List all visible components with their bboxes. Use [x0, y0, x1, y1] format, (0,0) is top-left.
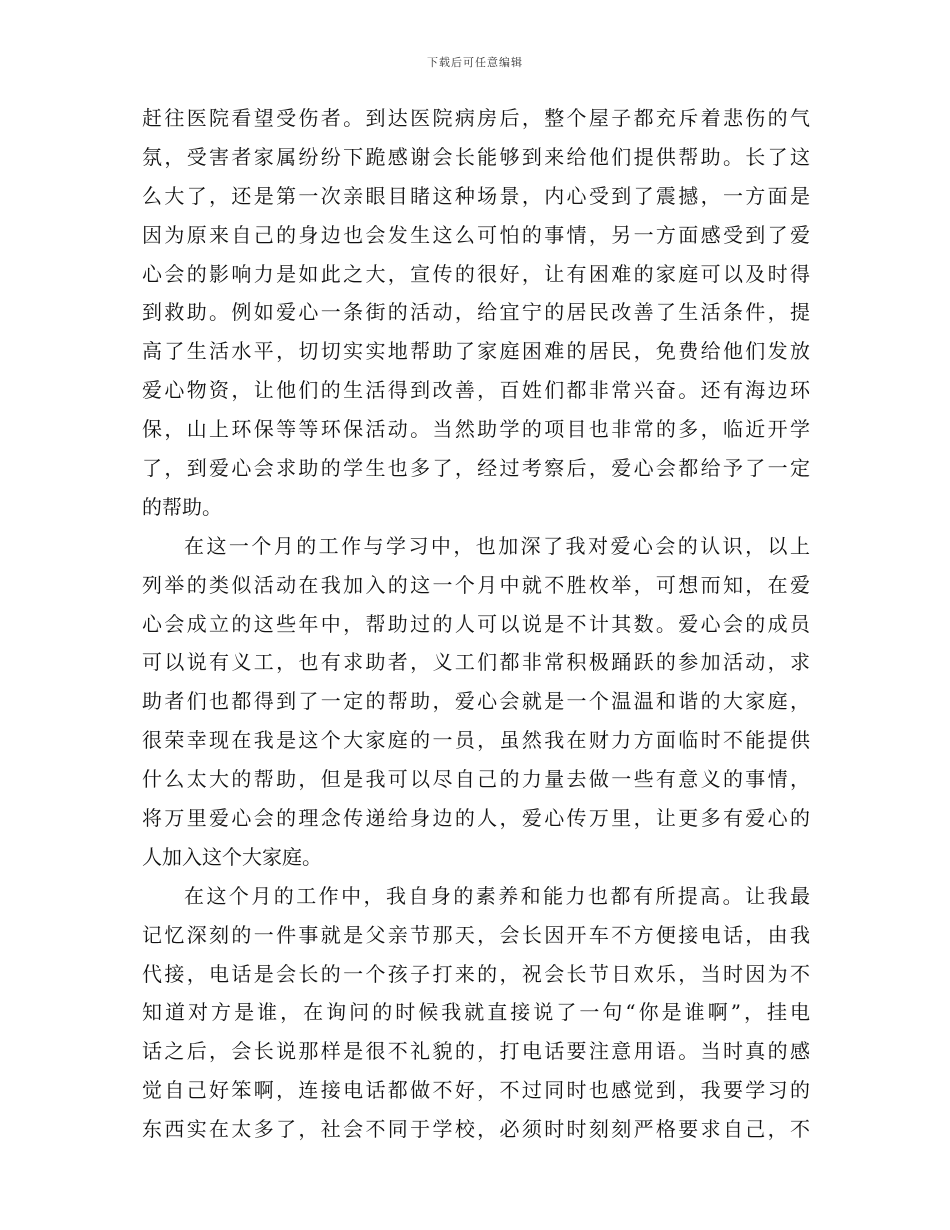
text-line: 人加入这个大家庭。 [142, 844, 322, 869]
text-line: 可以说有义工，也有求助者，义工们都非常积极踊跃的参加活动，求 [142, 650, 810, 675]
text-line: 么大了，还是第一次亲眼目睹这种场景，内心受到了震撼，一方面是 [142, 183, 810, 208]
paragraph [142, 527, 810, 877]
text-line: 在这个月的工作中，我自身的素养和能力也都有所提高。让我最 [184, 883, 810, 908]
text-line: 东西实在太多了，社会不同于学校，必须时时刻刻严格要求自己，不 [142, 1117, 810, 1142]
page-header: 下载后可任意编辑 [427, 56, 523, 69]
text-line: 觉自己好笨啊，连接电话都做不好，不过同时也感觉到，我要学习的 [142, 1078, 810, 1103]
text-line: 很荣幸现在我是这个大家庭的一员，虽然我在财力方面临时不能提供 [142, 728, 810, 753]
text-line: 话之后，会长说那样是很不礼貌的，打电话要注意用语。当时真的感 [142, 1039, 810, 1064]
text-line: 到救助。例如爱心一条街的活动，给宜宁的居民改善了生活条件，提 [142, 300, 810, 325]
text-line: 的帮助。 [142, 494, 222, 519]
text-line: 列举的类似活动在我加入的这一个月中就不胜枚举，可想而知，在爱 [142, 572, 810, 597]
text-line: 记忆深刻的一件事就是父亲节那天，会长因开车不方便接电话，由我 [142, 922, 810, 947]
text-line: 了，到爱心会求助的学生也多了，经过考察后，爱心会都给予了一定 [142, 456, 810, 481]
text-line: 保，山上环保等等环保活动。当然助学的项目也非常的多，临近开学 [142, 417, 810, 442]
text-line: 知道对方是谁，在询问的时候我就直接说了一句“你是谁啊”，挂电 [142, 1000, 810, 1025]
text-line: 什么太大的帮助，但是我可以尽自己的力量去做一些有意义的事情， [142, 767, 810, 792]
text-line: 氛，受害者家属纷纷下跪感谢会长能够到来给他们提供帮助。长了这 [142, 144, 810, 169]
text-line: 心会的影响力是如此之大，宣传的很好，让有困难的家庭可以及时得 [142, 261, 810, 286]
text-line: 爱心物资，让他们的生活得到改善，百姓们都非常兴奋。还有海边环 [142, 378, 810, 403]
text-line: 高了生活水平，切切实实地帮助了家庭困难的居民，免费给他们发放 [142, 339, 810, 364]
text-line: 心会成立的这些年中，帮助过的人可以说是不计其数。爱心会的成员 [142, 611, 810, 636]
text-line: 赶往医院看望受伤者。到达医院病房后，整个屋子都充斥着悲伤的气 [142, 106, 810, 130]
paragraph [142, 877, 810, 1149]
paragraph [142, 99, 810, 527]
text-line: 在这一个月的工作与学习中，也加深了我对爱心会的认识，以上 [184, 533, 810, 558]
text-line: 将万里爱心会的理念传递给身边的人，爱心传万里，让更多有爱心的 [142, 806, 810, 831]
text-line: 助者们也都得到了一定的帮助，爱心会就是一个温温和谐的大家庭， [142, 689, 810, 714]
text-line: 因为原来自己的身边也会发生这么可怕的事情，另一方面感受到了爱 [142, 222, 810, 247]
text-line: 代接，电话是会长的一个孩子打来的，祝会长节日欢乐，当时因为不 [142, 961, 810, 986]
document-body [142, 99, 810, 1149]
